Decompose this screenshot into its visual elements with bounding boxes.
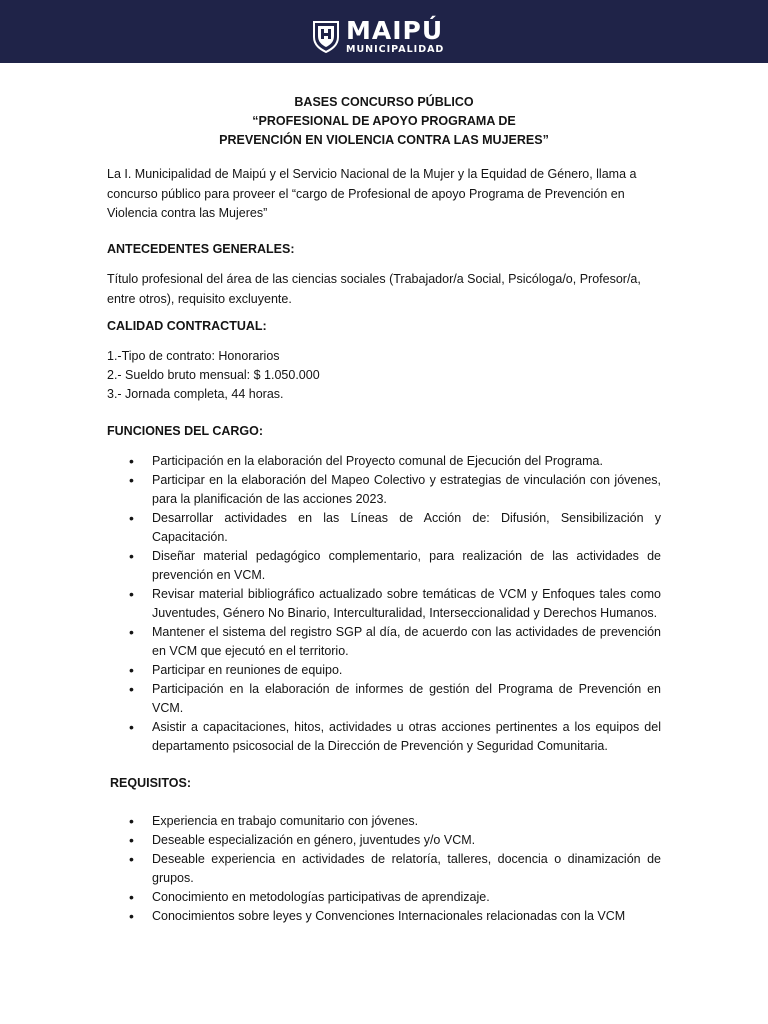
logo-subtitle: MUNICIPALIDAD — [346, 43, 445, 55]
calidad-heading: CALIDAD CONTRACTUAL: — [107, 319, 267, 333]
municipal-crest-icon — [312, 19, 340, 53]
document-title — [0, 93, 768, 150]
calidad-line: 3.- Jornada completa, 44 horas. — [107, 387, 284, 401]
list-item: • Participación en la elaboración del Proyecto comunal de Ejecución del Programa. — [107, 452, 661, 471]
list-item: • Diseñar material pedagógico complementario, para realización de las actividades de prevención en VCM. — [107, 547, 661, 585]
title-line-3: PREVENCIÓN EN VIOLENCIA CONTRA LAS MUJERES” — [219, 133, 549, 147]
list-item: • Desarrollar actividades en las Líneas de Acción de: Difusión, Sensibilización y Capacitación. — [107, 509, 661, 547]
requisitos-list — [107, 812, 661, 926]
list-item: • Conocimientos sobre leyes y Convenciones Internacionales relacionadas con la VCM — [107, 907, 661, 926]
title-line-2: “PROFESIONAL DE APOYO PROGRAMA DE — [252, 114, 516, 128]
title-line-1: BASES CONCURSO PÚBLICO — [294, 95, 474, 109]
maipu-logo — [312, 16, 444, 56]
calidad-line: 1.-Tipo de contrato: Honorarios — [107, 349, 280, 363]
intro-paragraph: La I. Municipalidad de Maipú y el Servicio Nacional de la Mujer y la Equidad de Género, llama a concurso público para proveer el “cargo de Profesional de apoyo Programa de Prevención en Violencia contra las Mujeres” — [107, 167, 637, 220]
list-item: • Participación en la elaboración de informes de gestión del Programa de Prevención en VCM. — [107, 680, 661, 718]
list-item: • Mantener el sistema del registro SGP al día, de acuerdo con las actividades de prevención en VCM que ejecutó en el territorio. — [107, 623, 661, 661]
antecedentes-heading: ANTECEDENTES GENERALES: — [107, 242, 295, 256]
funciones-heading: FUNCIONES DEL CARGO: — [107, 424, 264, 438]
list-item: • Asistir a capacitaciones, hitos, actividades u otras acciones pertinentes a los equipos del departamento psicosocial de la Dirección de Prevención y Seguridad Comunitaria. — [107, 718, 661, 756]
list-item: • Revisar material bibliográfico actualizado sobre temáticas de VCM y Enfoques tales como Juventudes, Género No Binario, Interculturalidad, Interseccionalidad y Derechos Humanos. — [107, 585, 661, 623]
calidad-list — [107, 347, 320, 404]
list-item: • Participar en la elaboración del Mapeo Colectivo y estrategias de vinculación con jóvenes, para la planificación de las acciones 2023. — [107, 471, 661, 509]
list-item: • Deseable especialización en género, juventudes y/o VCM. — [107, 831, 661, 850]
funciones-list — [107, 452, 661, 756]
header-bar — [0, 0, 768, 63]
requisitos-heading: REQUISITOS: — [110, 776, 192, 790]
list-item: • Experiencia en trabajo comunitario con jóvenes. — [107, 812, 661, 831]
list-item: • Deseable experiencia en actividades de relatoría, talleres, docencia o dinamización de grupos. — [107, 850, 661, 888]
logo-title: MAIPÚ — [346, 15, 444, 45]
list-item: • Conocimiento en metodologías participativas de aprendizaje. — [107, 888, 661, 907]
calidad-line: 2.- Sueldo bruto mensual: $ 1.050.000 — [107, 368, 320, 382]
antecedentes-text: Título profesional del área de las ciencias sociales (Trabajador/a Social, Psicóloga/o, Profesor/a, entre otros), requisito excluyente. — [107, 272, 641, 306]
list-item: • Participar en reuniones de equipo. — [107, 661, 661, 680]
